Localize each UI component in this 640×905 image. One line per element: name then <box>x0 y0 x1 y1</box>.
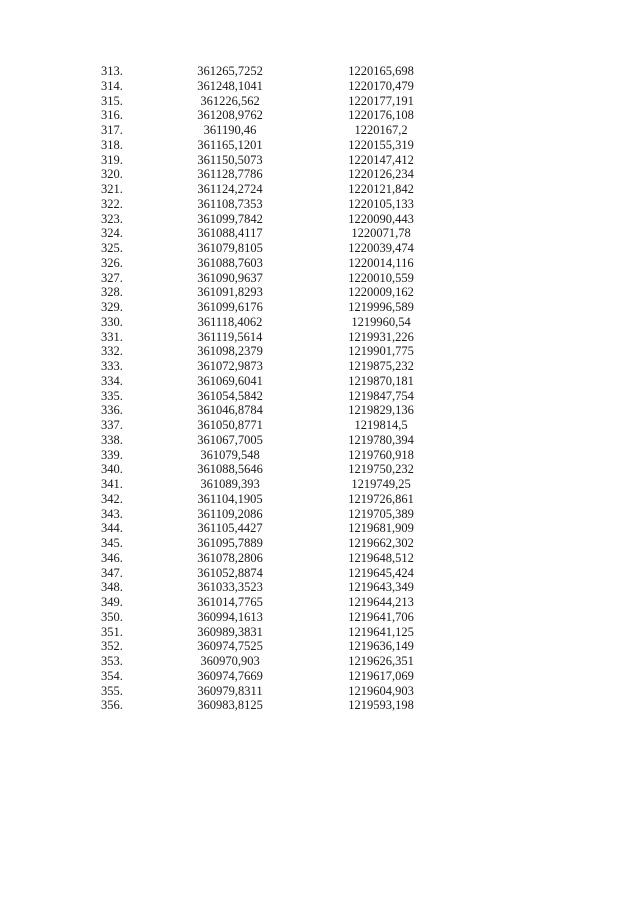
y-coordinate: 1220170,479 <box>348 78 414 93</box>
table-row <box>0 315 640 330</box>
table-row <box>0 108 640 123</box>
point-number: 324. <box>101 226 123 241</box>
x-coordinate: 361104,1905 <box>197 491 263 506</box>
y-coordinate: 1219593,198 <box>348 698 414 713</box>
point-number: 322. <box>101 196 123 211</box>
point-number: 318. <box>101 137 123 152</box>
x-coordinate: 361091,8293 <box>197 285 263 300</box>
x-coordinate: 361072,9873 <box>197 359 263 373</box>
y-coordinate: 1219931,226 <box>348 329 414 344</box>
x-coordinate: 361046,8784 <box>197 403 263 418</box>
point-number: 313. <box>101 64 123 78</box>
table-row <box>0 684 640 699</box>
table-row <box>0 138 640 153</box>
x-coordinate: 361089,393 <box>200 477 260 491</box>
table-row <box>0 507 640 522</box>
point-number: 344. <box>101 521 123 536</box>
y-coordinate: 1219641,125 <box>348 624 414 639</box>
x-coordinate: 361105,4427 <box>197 521 263 536</box>
x-coordinate: 361014,7765 <box>197 595 263 609</box>
y-coordinate: 1220014,116 <box>348 255 414 270</box>
point-number: 340. <box>101 462 123 477</box>
y-coordinate: 1220071,78 <box>351 226 411 241</box>
point-number: 321. <box>101 182 123 196</box>
table-row <box>0 566 640 581</box>
x-coordinate: 361069,6041 <box>197 373 263 388</box>
y-coordinate: 1220121,842 <box>348 182 414 196</box>
point-number: 330. <box>101 314 123 329</box>
table-row <box>0 167 640 182</box>
table-row <box>0 492 640 507</box>
point-number: 316. <box>101 108 123 123</box>
table-row <box>0 300 640 315</box>
table-row <box>0 197 640 212</box>
table-row <box>0 79 640 94</box>
point-number: 334. <box>101 373 123 388</box>
x-coordinate: 361119,5614 <box>197 329 263 344</box>
table-row <box>0 256 640 271</box>
x-coordinate: 361099,6176 <box>197 300 263 314</box>
table-row <box>0 698 640 713</box>
y-coordinate: 1219636,149 <box>348 639 414 654</box>
table-row <box>0 639 640 654</box>
y-coordinate: 1220165,698 <box>348 64 414 78</box>
y-coordinate: 1219662,302 <box>348 536 414 550</box>
table-row <box>0 374 640 389</box>
table-row <box>0 669 640 684</box>
y-coordinate: 1219617,069 <box>348 668 414 683</box>
point-number: 343. <box>101 506 123 521</box>
y-coordinate: 1220010,559 <box>348 270 414 285</box>
y-coordinate: 1220177,191 <box>348 93 414 108</box>
point-number: 320. <box>101 167 123 182</box>
y-coordinate: 1220126,234 <box>348 167 414 182</box>
point-number: 345. <box>101 536 123 550</box>
point-number: 341. <box>101 477 123 491</box>
y-coordinate: 1219641,706 <box>348 609 414 624</box>
y-coordinate: 1220167,2 <box>354 123 408 137</box>
table-row <box>0 610 640 625</box>
table-row <box>0 418 640 433</box>
y-coordinate: 1219626,351 <box>348 654 414 668</box>
x-coordinate: 361165,1201 <box>197 137 263 152</box>
y-coordinate: 1220147,412 <box>348 152 414 167</box>
y-coordinate: 1220105,133 <box>348 196 414 211</box>
x-coordinate: 361095,7889 <box>197 536 263 550</box>
table-row <box>0 285 640 300</box>
table-row <box>0 330 640 345</box>
point-number: 348. <box>101 580 123 595</box>
x-coordinate: 361052,8874 <box>197 565 263 580</box>
y-coordinate: 1219780,394 <box>348 432 414 447</box>
table-row <box>0 462 640 477</box>
point-number: 349. <box>101 595 123 609</box>
y-coordinate: 1219681,909 <box>348 521 414 536</box>
y-coordinate: 1219648,512 <box>348 550 414 565</box>
y-coordinate: 1219814,5 <box>354 418 408 432</box>
y-coordinate: 1219829,136 <box>348 403 414 418</box>
y-coordinate: 1219875,232 <box>348 359 414 373</box>
point-number: 335. <box>101 388 123 403</box>
x-coordinate: 361150,5073 <box>197 152 263 167</box>
table-row <box>0 359 640 374</box>
x-coordinate: 361124,2724 <box>197 182 263 196</box>
table-row <box>0 153 640 168</box>
y-coordinate: 1219644,213 <box>348 595 414 609</box>
table-row <box>0 226 640 241</box>
point-number: 326. <box>101 255 123 270</box>
coordinate-table <box>0 64 640 713</box>
x-coordinate: 361265,7252 <box>197 64 263 78</box>
x-coordinate: 361033,3523 <box>197 580 263 595</box>
y-coordinate: 1219870,181 <box>348 373 414 388</box>
point-number: 327. <box>101 270 123 285</box>
y-coordinate: 1220176,108 <box>348 108 414 123</box>
x-coordinate: 361098,2379 <box>197 344 263 359</box>
y-coordinate: 1219705,389 <box>348 506 414 521</box>
x-coordinate: 361109,2086 <box>197 506 263 521</box>
point-number: 350. <box>101 609 123 624</box>
x-coordinate: 361079,8105 <box>197 241 263 255</box>
table-row <box>0 403 640 418</box>
x-coordinate: 361050,8771 <box>197 418 263 432</box>
point-number: 325. <box>101 241 123 255</box>
table-row <box>0 344 640 359</box>
x-coordinate: 361128,7786 <box>197 167 263 182</box>
x-coordinate: 360983,8125 <box>197 698 263 713</box>
y-coordinate: 1219749,25 <box>351 477 411 491</box>
y-coordinate: 1219750,232 <box>348 462 414 477</box>
x-coordinate: 361090,9637 <box>197 270 263 285</box>
y-coordinate: 1219901,775 <box>348 344 414 359</box>
y-coordinate: 1219996,589 <box>348 300 414 314</box>
x-coordinate: 361190,46 <box>203 123 257 137</box>
table-row <box>0 389 640 404</box>
table-row <box>0 521 640 536</box>
x-coordinate: 361079,548 <box>200 447 260 462</box>
y-coordinate: 1219726,861 <box>348 491 414 506</box>
point-number: 337. <box>101 418 123 432</box>
x-coordinate: 360970,903 <box>200 654 260 668</box>
y-coordinate: 1219960,54 <box>351 314 411 329</box>
table-row <box>0 595 640 610</box>
point-number: 346. <box>101 550 123 565</box>
table-row <box>0 212 640 227</box>
x-coordinate: 361226,562 <box>200 93 260 108</box>
point-number: 355. <box>101 683 123 698</box>
x-coordinate: 361118,4062 <box>197 314 263 329</box>
x-coordinate: 361054,5842 <box>197 388 263 403</box>
point-number: 329. <box>101 300 123 314</box>
table-row <box>0 123 640 138</box>
x-coordinate: 361099,7842 <box>197 211 263 226</box>
point-number: 323. <box>101 211 123 226</box>
x-coordinate: 360974,7525 <box>197 639 263 654</box>
x-coordinate: 361248,1041 <box>197 78 263 93</box>
x-coordinate: 361088,4117 <box>197 226 263 241</box>
point-number: 356. <box>101 698 123 713</box>
y-coordinate: 1219847,754 <box>348 388 414 403</box>
x-coordinate: 361208,9762 <box>197 108 263 123</box>
table-row <box>0 241 640 256</box>
point-number: 328. <box>101 285 123 300</box>
table-row <box>0 182 640 197</box>
table-row <box>0 477 640 492</box>
x-coordinate: 361067,7005 <box>197 432 263 447</box>
table-row <box>0 64 640 79</box>
point-number: 336. <box>101 403 123 418</box>
y-coordinate: 1220090,443 <box>348 211 414 226</box>
x-coordinate: 361088,7603 <box>197 255 263 270</box>
y-coordinate: 1219645,424 <box>348 565 414 580</box>
point-number: 315. <box>101 93 123 108</box>
y-coordinate: 1219760,918 <box>348 447 414 462</box>
point-number: 347. <box>101 565 123 580</box>
point-number: 352. <box>101 639 123 654</box>
y-coordinate: 1220155,319 <box>348 137 414 152</box>
table-row <box>0 654 640 669</box>
x-coordinate: 360989,3831 <box>197 624 263 639</box>
point-number: 354. <box>101 668 123 683</box>
x-coordinate: 361078,2806 <box>197 550 263 565</box>
point-number: 314. <box>101 78 123 93</box>
point-number: 338. <box>101 432 123 447</box>
x-coordinate: 360974,7669 <box>197 668 263 683</box>
point-number: 331. <box>101 329 123 344</box>
point-number: 342. <box>101 491 123 506</box>
y-coordinate: 1219643,349 <box>348 580 414 595</box>
table-row <box>0 433 640 448</box>
table-row <box>0 271 640 286</box>
point-number: 351. <box>101 624 123 639</box>
point-number: 353. <box>101 654 123 668</box>
table-row <box>0 448 640 463</box>
table-row <box>0 625 640 640</box>
table-row <box>0 94 640 109</box>
y-coordinate: 1220039,474 <box>348 241 414 255</box>
point-number: 339. <box>101 447 123 462</box>
table-row <box>0 551 640 566</box>
point-number: 333. <box>101 359 123 373</box>
table-row <box>0 536 640 551</box>
point-number: 319. <box>101 152 123 167</box>
point-number: 317. <box>101 123 123 137</box>
table-row <box>0 580 640 595</box>
point-number: 332. <box>101 344 123 359</box>
x-coordinate: 360979,8311 <box>197 683 263 698</box>
y-coordinate: 1219604,903 <box>348 683 414 698</box>
x-coordinate: 360994,1613 <box>197 609 263 624</box>
x-coordinate: 361088,5646 <box>197 462 263 477</box>
x-coordinate: 361108,7353 <box>197 196 263 211</box>
y-coordinate: 1220009,162 <box>348 285 414 300</box>
